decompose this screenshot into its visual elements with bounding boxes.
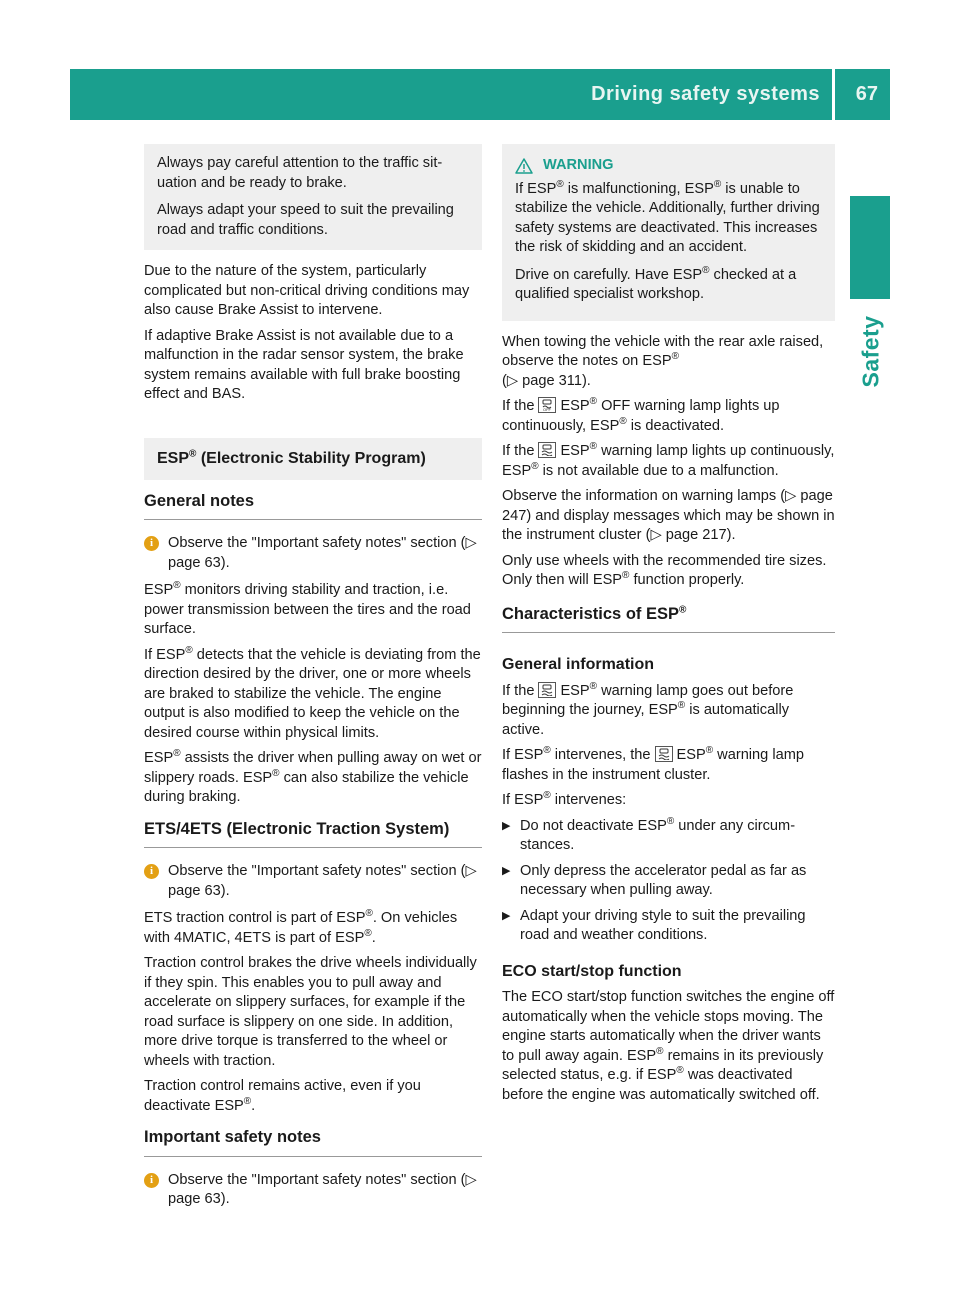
header-title: Driving safety systems xyxy=(591,83,820,105)
list-item xyxy=(502,862,835,901)
registered-mark: ® xyxy=(543,745,551,757)
registered-mark: ® xyxy=(676,1065,684,1077)
text: ESP xyxy=(144,582,174,598)
text: If ESP xyxy=(144,646,186,663)
text: ( xyxy=(502,372,507,389)
text: warning lamp lights up continuously, ESP xyxy=(502,443,835,479)
warning-triangle-icon xyxy=(515,158,533,174)
side-tab-marker xyxy=(850,196,890,299)
warning-text xyxy=(515,180,827,258)
text: is malfunctioning, ESP xyxy=(563,180,714,197)
registered-mark: ® xyxy=(243,1095,252,1107)
caution-text-1: Always pay careful attention to the traffic situation and be ready to brake. xyxy=(157,155,443,191)
text: If the xyxy=(502,682,535,699)
esp-warning-lamp-icon xyxy=(538,442,556,458)
registered-mark: ® xyxy=(589,396,598,408)
text: is unable to stabilize the vehicle. Additionally, further driving safety systems are deactivated. This increases the risk of skidding and an accident. xyxy=(515,180,820,255)
paragraph xyxy=(502,333,835,392)
registered-mark: ® xyxy=(589,680,598,692)
list-item-text xyxy=(520,817,835,856)
page-ref-arrow-icon: ▷ xyxy=(506,372,519,389)
section-title xyxy=(157,448,474,470)
left-column xyxy=(144,144,482,1218)
warning-text xyxy=(515,266,827,305)
caution-text-2: Always adapt your speed to suit the prevailing road and traffic conditions. xyxy=(157,202,454,238)
registered-mark: ® xyxy=(671,351,679,363)
page-number: 67 xyxy=(855,83,878,105)
page-ref-link[interactable]: page 63). xyxy=(168,1191,230,1207)
registered-mark: ® xyxy=(677,700,686,712)
registered-mark: ® xyxy=(365,908,373,920)
paragraph xyxy=(502,682,835,741)
bullet-arrow-icon: ▶ xyxy=(502,864,511,877)
page-ref-link[interactable]: page 63). xyxy=(168,554,230,571)
text: Traction control remains active, even if you deactivate ESP xyxy=(144,1078,421,1114)
paragraph: Traction control brakes the drive wheels individually if they spin. This enables you to pull away and accelerate on slippery surfaces, for example if the road surface is slippery on one side. In addition, more drive torque is transferred to the wheel or wheels with traction. xyxy=(144,955,477,1069)
page-ref-link[interactable]: page 311). xyxy=(518,372,591,389)
text: warning lamp flashes in the instrument cluster. xyxy=(502,747,804,783)
paragraph xyxy=(144,646,482,744)
info-text-part: Observe the "Important safety notes" section ( xyxy=(168,535,466,551)
info-text-part: Observe the "Important safety notes" section ( xyxy=(168,1171,466,1188)
text: is deactivated. xyxy=(626,417,725,434)
registered-mark: ® xyxy=(713,178,722,190)
section-title-text: ESP xyxy=(157,449,190,467)
esp-warning-lamp-icon xyxy=(655,746,673,762)
text: assists the driver when pulling away on wet or slippery roads. ESP xyxy=(144,750,482,786)
text: warning lamp goes out before beginning the journey, ESP xyxy=(502,682,794,718)
heading-characteristics-of-esp xyxy=(502,605,835,634)
text: intervenes, the xyxy=(550,747,651,763)
heading-text: Characteristics of ESP xyxy=(502,604,679,623)
heading-eco-start-stop: ECO start/stop function xyxy=(502,962,682,980)
bullet-arrow-icon: ▶ xyxy=(502,909,511,922)
section-title-text: (Electronic Stability Program) xyxy=(196,449,426,467)
text: Drive on carefully. Have ESP xyxy=(515,266,703,283)
text: The ECO start/stop function switches the engine off automatically when the vehicle stops moving. The engine starts automatically when the driver wants to pull away again. ESP xyxy=(502,989,835,1064)
info-text xyxy=(168,862,482,901)
registered-mark: ® xyxy=(589,441,598,453)
registered-mark: ® xyxy=(702,264,710,276)
page-ref-arrow-icon: ▷ xyxy=(785,488,797,504)
text: Do not deactivate ESP xyxy=(520,817,667,834)
text: ESP xyxy=(144,750,174,766)
text: If ESP xyxy=(502,747,544,763)
text: ETS traction control is part of ESP xyxy=(144,910,366,926)
warning-title-text: WARNING xyxy=(543,157,614,173)
paragraph xyxy=(144,1077,482,1116)
page-ref-link[interactable]: page 217). xyxy=(661,527,736,543)
caution-box xyxy=(144,144,482,250)
text: If ESP xyxy=(515,180,557,197)
info-text-part: Observe the "Important safety notes" section ( xyxy=(168,863,466,879)
text: ESP xyxy=(560,398,590,414)
side-tab xyxy=(851,306,891,396)
header-bar xyxy=(70,69,890,120)
text: detects that the vehicle is deviating from the direction desired by the driver, one or more wheels are braked to stabilize the vehicle. The engine output is also modified to keep the vehicle on the desired course within physical limits. xyxy=(144,646,481,741)
paragraph xyxy=(502,442,835,481)
text: was deactivated before the engine was automatically switched off. xyxy=(502,1067,820,1103)
section-title-box xyxy=(144,438,482,480)
registered-mark: ® xyxy=(185,644,193,656)
registered-mark: ® xyxy=(173,748,181,760)
paragraph xyxy=(502,988,835,1105)
info-icon: i xyxy=(144,1173,159,1188)
heading-general-information: General information xyxy=(502,656,655,673)
page-ref-arrow-icon: ▷ xyxy=(465,863,477,879)
info-text xyxy=(168,1171,482,1210)
text: ESP xyxy=(560,682,590,699)
info-note xyxy=(144,1171,482,1210)
text: remains in its previously selected status, e.g. if ESP xyxy=(502,1047,824,1083)
text: function properly. xyxy=(629,572,745,588)
registered-mark: ® xyxy=(656,1045,664,1057)
paragraph: If adaptive Brake Assist is not available due to a malfunction in the radar sensor system, the brake system remains available with full brake boosting effect and BAS. xyxy=(144,327,464,402)
paragraph xyxy=(144,909,482,948)
svg-text:OFF: OFF xyxy=(543,407,552,411)
info-note xyxy=(144,862,482,901)
text: When towing the vehicle with the rear axle raised, observe the notes on ESP xyxy=(502,333,824,369)
registered-mark: ® xyxy=(531,460,539,472)
list-item xyxy=(502,907,835,946)
esp-off-warning-lamp-icon xyxy=(538,397,556,413)
right-column xyxy=(502,144,835,1111)
registered-mark: ® xyxy=(622,570,630,582)
warning-title xyxy=(515,156,827,176)
page-ref-link[interactable]: page 247) and display messages which may be shown in the instrument cluster ( xyxy=(502,488,835,543)
page-ref-arrow-icon: ▷ xyxy=(465,535,477,551)
info-icon: i xyxy=(144,864,159,879)
page-ref-arrow-icon: ▷ xyxy=(650,527,662,543)
text: ESP xyxy=(560,443,590,459)
heading-ets: ETS/4ETS (Electronic Traction System) xyxy=(144,820,482,849)
warning-box xyxy=(502,144,835,321)
heading-important-safety-notes: Important safety notes xyxy=(144,1128,482,1157)
registered-mark: ® xyxy=(619,415,627,427)
registered-mark: ® xyxy=(679,604,687,615)
registered-mark: ® xyxy=(272,767,280,779)
text: . xyxy=(251,1097,256,1114)
text: intervenes: xyxy=(550,792,627,808)
text: If the xyxy=(502,443,535,459)
page-ref-link[interactable]: page 63). xyxy=(168,882,230,899)
bullet-arrow-icon: ▶ xyxy=(502,819,511,832)
paragraph xyxy=(502,552,835,591)
text: OFF warning lamp lights up continuously, ESP xyxy=(502,398,780,434)
info-note xyxy=(144,534,482,573)
list-item xyxy=(502,817,835,856)
text: is automatically active. xyxy=(502,702,789,738)
text: checked at a qualified specialist workshop. xyxy=(515,266,797,302)
text: Observe the information on warning lamps ( xyxy=(502,488,786,504)
paragraph xyxy=(502,791,835,811)
registered-mark: ® xyxy=(666,815,675,827)
info-icon: i xyxy=(144,536,159,551)
text: ESP xyxy=(676,747,706,763)
list-item-text: Adapt your driving style to suit the prevailing road and weather conditions. xyxy=(520,907,806,943)
registered-mark: ® xyxy=(364,927,372,939)
info-text xyxy=(168,534,482,573)
text: can also stabilize the vehicle during braking. xyxy=(144,769,469,805)
registered-mark: ® xyxy=(556,178,564,190)
registered-mark: ® xyxy=(543,790,551,802)
paragraph xyxy=(144,581,482,640)
heading-general-notes: General notes xyxy=(144,492,482,521)
header-divider xyxy=(832,69,835,120)
text: If ESP xyxy=(502,792,544,808)
registered-mark: ® xyxy=(189,448,197,460)
text: . On vehicles with 4MATIC, 4ETS is part of ESP xyxy=(144,910,458,946)
text: If the xyxy=(502,398,535,414)
registered-mark: ® xyxy=(705,745,714,757)
text: is not available due to a malfunction. xyxy=(538,462,779,479)
paragraph xyxy=(144,749,482,808)
text: monitors driving stability and traction, i.e. power transmission between the tires and the road surface. xyxy=(144,582,471,637)
page-ref-arrow-icon: ▷ xyxy=(465,1171,477,1188)
registered-mark: ® xyxy=(173,580,181,592)
esp-warning-lamp-icon xyxy=(538,682,556,698)
list-item-text: Only depress the accelerator pedal as far as necessary when pulling away. xyxy=(520,862,807,898)
text: . xyxy=(371,929,376,946)
paragraph: Due to the nature of the system, particularly complicated but non-critical driving conditions may also cause Brake Assist to intervene. xyxy=(144,263,470,318)
text: under any circumstances. xyxy=(520,817,796,853)
paragraph xyxy=(502,487,835,546)
paragraph xyxy=(502,746,835,785)
text: Only use wheels with the recommended tire sizes. Only then will ESP xyxy=(502,552,827,588)
paragraph xyxy=(502,397,835,436)
side-tab-label: Safety xyxy=(857,314,884,388)
